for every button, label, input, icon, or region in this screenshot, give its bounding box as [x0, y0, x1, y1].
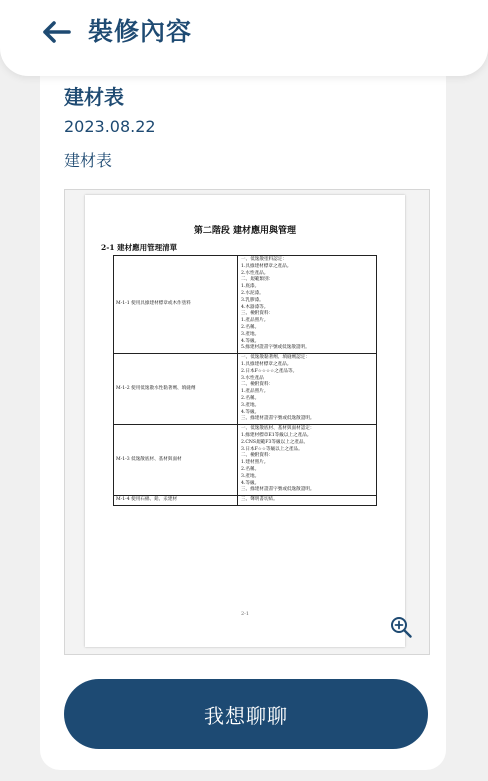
- document-page: [85, 195, 405, 647]
- detail-line: 1.具綠建材標章之產品。: [241, 263, 292, 269]
- detail-line: 1.產品照片。: [241, 318, 269, 324]
- detail-line: 二、檢附資料：: [241, 382, 274, 388]
- zoom-button[interactable]: [387, 613, 415, 641]
- detail-line: 三、綠建材證書字號或低逸散證明。: [241, 416, 315, 422]
- detail-line: 1.底漆。: [241, 284, 260, 290]
- table-row: [114, 496, 377, 506]
- detail-line: 3.產地。: [241, 402, 260, 408]
- document-date: 2023.08.22: [64, 117, 156, 136]
- table-row: [114, 256, 377, 354]
- zoom-in-icon: [389, 615, 413, 639]
- document-subheading: 2-1 建材應用管理清單: [101, 243, 178, 252]
- table-cell-item: M-1-3 低逸散底材、基材與面材: [114, 425, 238, 496]
- top-bar: [0, 0, 488, 76]
- detail-line: 二、檢附資料：: [241, 453, 274, 459]
- detail-line: 2.名稱。: [241, 324, 260, 330]
- detail-line: 3.產地。: [241, 331, 260, 337]
- detail-line: 3.乳膠漆。: [241, 297, 264, 303]
- table-cell-details: [238, 256, 377, 354]
- table-cell-details: [238, 354, 377, 425]
- page-number: 2-1: [240, 611, 250, 617]
- detail-line: 三、檢附資料：: [241, 311, 274, 317]
- chat-button[interactable]: 我想聊聊: [64, 679, 428, 749]
- detail-line: 3.日本F☆☆等級以上之產品。: [241, 446, 303, 452]
- detail-line: 2.名稱。: [241, 395, 260, 401]
- detail-line: 2.日本F☆☆☆☆之產品等。: [241, 368, 298, 374]
- detail-line: 1.建材照片。: [241, 460, 269, 466]
- material-table: [113, 255, 377, 506]
- detail-line: 2.名稱。: [241, 466, 260, 472]
- table-cell-item: M-1-1 使用具綠建材標章或木作塗料: [114, 256, 238, 354]
- table-cell-details: [238, 425, 377, 496]
- detail-line: 一、低逸散黏著劑、填縫劑認定：: [241, 355, 310, 361]
- detail-line: 1.綠建材標章E1等級以上之產品。: [241, 432, 312, 438]
- table-row: [114, 425, 377, 496]
- table-cell-item: M-1-2 使用低逸散水性黏著劑、填縫劑: [114, 354, 238, 425]
- back-button[interactable]: [38, 14, 74, 50]
- detail-line: 1.產品照片。: [241, 389, 269, 395]
- detail-line: 3.水性產品: [241, 375, 264, 381]
- detail-line: 4.木器漆等。: [241, 304, 269, 310]
- page-title: 裝修內容: [88, 17, 193, 46]
- detail-line: 2.水性產品。: [241, 270, 269, 276]
- detail-line: 4.等級。: [241, 409, 260, 415]
- detail-line: 2.水泥漆。: [241, 290, 264, 296]
- document-preview[interactable]: [64, 189, 430, 655]
- detail-line: 3.產地。: [241, 473, 260, 479]
- detail-line: 1.具綠建材標章之產品。: [241, 361, 292, 367]
- document-title: 建材表: [64, 85, 124, 109]
- table-row: [114, 354, 377, 425]
- detail-line: 二、規範類別：: [241, 277, 274, 283]
- detail-line: 三、綠建材證書字號或低逸散證明。: [241, 487, 315, 493]
- detail-line: 4.等級。: [241, 480, 260, 486]
- document-tag: 建材表: [64, 151, 113, 170]
- detail-line: 2.CNS規範F3等級以上之產品。: [241, 439, 309, 445]
- detail-line: 一、低逸散塗料認定：: [241, 257, 287, 262]
- arrow-left-icon: [41, 20, 71, 44]
- table-cell-details: [238, 496, 377, 506]
- detail-line: 一、低逸散底材、基材與面材認定：: [241, 426, 315, 432]
- document-heading: 第二階段 建材應用與管理: [193, 226, 297, 236]
- detail-line: 三、聲明書切結。: [241, 497, 278, 503]
- table-cell-item: M-1-4 使用石棉、鉛、汞建材: [114, 496, 238, 506]
- detail-line: 4.等級。: [241, 338, 260, 344]
- detail-line: 5.綠建材證書字號或低逸散證明。: [241, 345, 310, 351]
